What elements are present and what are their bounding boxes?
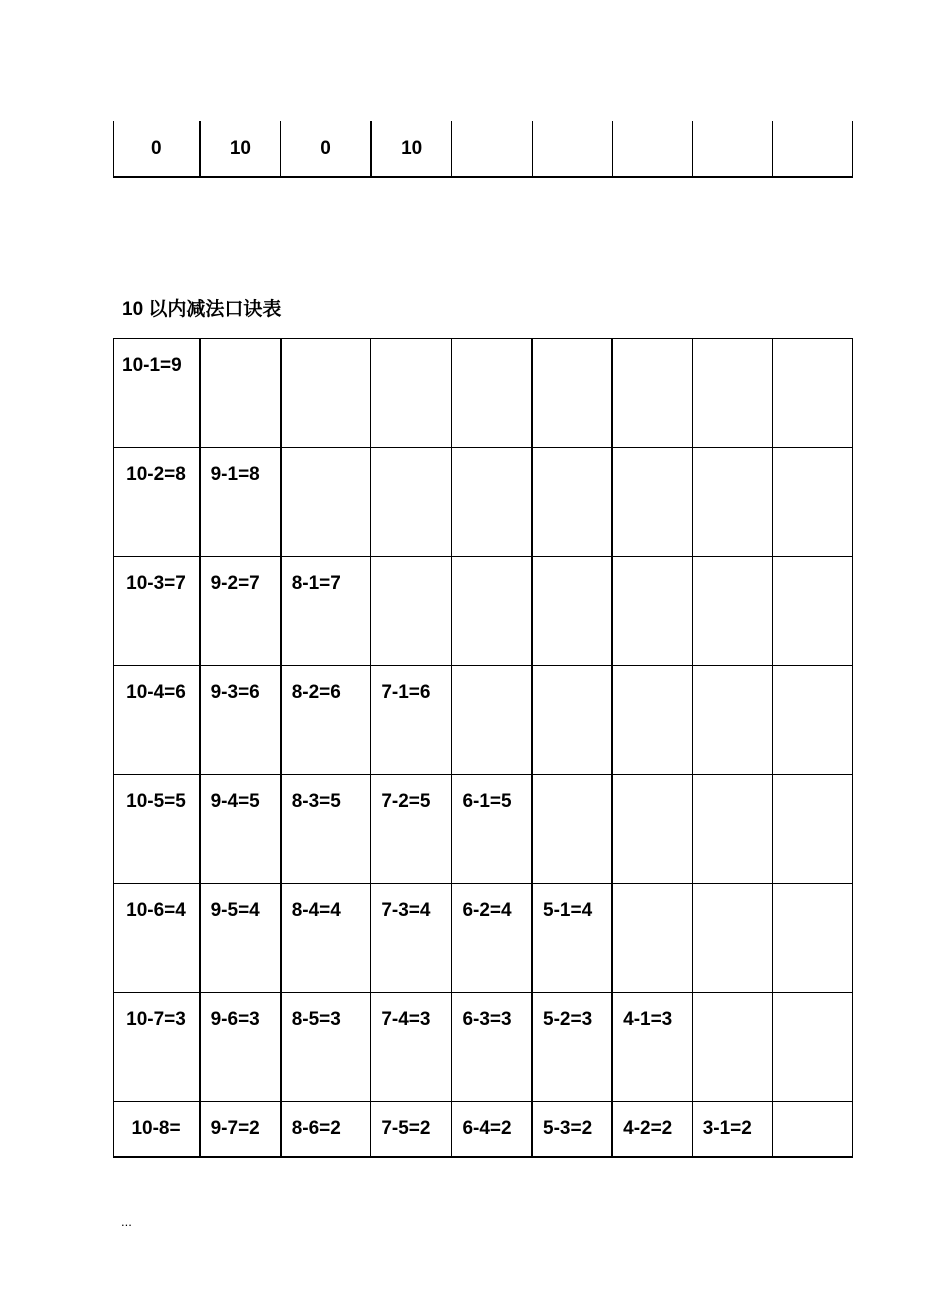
cell-text: 10-3=7 — [126, 573, 186, 594]
table-cell — [692, 448, 772, 557]
table-row — [114, 775, 853, 884]
cell-text: 9-3=6 — [210, 682, 260, 703]
table-cell — [772, 448, 852, 557]
table-cell — [114, 557, 200, 666]
table-cell — [371, 993, 452, 1102]
section-title: 10 以内减法口诀表 — [122, 299, 282, 320]
table-cell — [692, 339, 772, 448]
table-cell — [281, 993, 371, 1102]
table-cell — [692, 557, 772, 666]
table-cell — [114, 884, 200, 993]
table-cell — [532, 121, 612, 177]
cell-text: 7-2=5 — [381, 791, 431, 812]
table-cell — [200, 557, 281, 666]
cell-text: 10-4=6 — [126, 682, 186, 703]
table-cell — [772, 557, 852, 666]
cell-text: 8-5=3 — [291, 1009, 341, 1030]
cell-text: 7-5=2 — [381, 1118, 431, 1139]
table-cell — [692, 666, 772, 775]
table-cell — [612, 557, 692, 666]
table-row — [114, 557, 853, 666]
table-row — [114, 339, 853, 448]
table-cell — [371, 1102, 452, 1158]
cell-text: 10-6=4 — [126, 900, 186, 921]
table-cell — [200, 339, 281, 448]
table-cell — [532, 339, 612, 448]
cell-text: 5-2=3 — [543, 1009, 593, 1030]
table-cell — [692, 1102, 772, 1158]
table-cell — [612, 1102, 692, 1158]
table-cell — [452, 339, 532, 448]
table-cell — [281, 448, 371, 557]
cell-text: 9-5=4 — [210, 900, 260, 921]
table-cell — [532, 884, 612, 993]
table-cell — [114, 339, 200, 448]
cell-text: 8-4=4 — [291, 900, 341, 921]
table-cell — [281, 339, 371, 448]
subtraction-table — [113, 338, 853, 1158]
table-cell — [612, 448, 692, 557]
cell-text: 9-7=2 — [210, 1118, 260, 1139]
table-cell — [114, 993, 200, 1102]
table-cell — [532, 666, 612, 775]
table-cell — [772, 993, 852, 1102]
cell-text: 6-3=3 — [462, 1009, 512, 1030]
table-cell — [532, 775, 612, 884]
table-cell: 0 — [114, 121, 200, 177]
cell-text: 5-1=4 — [543, 900, 593, 921]
table-cell — [114, 448, 200, 557]
table-cell — [532, 448, 612, 557]
table-row — [114, 1102, 853, 1158]
cell-text: 8-1=7 — [291, 573, 341, 594]
table-row — [114, 121, 853, 177]
cell-text: 10-7=3 — [126, 1009, 186, 1030]
table-cell — [612, 775, 692, 884]
table-cell — [452, 775, 532, 884]
table-cell — [452, 993, 532, 1102]
table-cell — [371, 448, 452, 557]
table-cell — [772, 339, 852, 448]
table-cell — [692, 993, 772, 1102]
table-row — [114, 448, 853, 557]
cell-text: 6-1=5 — [462, 791, 512, 812]
cell-text: 8-2=6 — [291, 682, 341, 703]
table-row — [114, 884, 853, 993]
table-cell — [612, 121, 692, 177]
table-cell — [612, 884, 692, 993]
cell-text: 10-2=8 — [126, 464, 186, 485]
table-row — [114, 666, 853, 775]
table-cell — [772, 666, 852, 775]
table-cell: 10 — [200, 121, 281, 177]
table-cell — [692, 121, 772, 177]
cell-text: 7-4=3 — [381, 1009, 431, 1030]
table-cell — [371, 557, 452, 666]
table-cell — [612, 339, 692, 448]
table-cell — [200, 775, 281, 884]
table-cell — [772, 884, 852, 993]
cell-text: 9-1=8 — [210, 464, 260, 485]
table-cell — [452, 884, 532, 993]
table-cell — [371, 339, 452, 448]
cell-text: 9-2=7 — [210, 573, 260, 594]
table-cell — [532, 993, 612, 1102]
table-cell — [200, 666, 281, 775]
table-cell — [200, 1102, 281, 1158]
cell-text: 6-4=2 — [462, 1118, 512, 1139]
table-cell — [772, 121, 852, 177]
table-cell — [114, 1102, 200, 1158]
cell-text: 6-2=4 — [462, 900, 512, 921]
table-cell — [371, 775, 452, 884]
table-cell — [452, 448, 532, 557]
table-cell — [281, 666, 371, 775]
cell-text: 5-3=2 — [543, 1118, 593, 1139]
table-cell — [452, 557, 532, 666]
table-cell — [532, 1102, 612, 1158]
table-cell — [772, 1102, 852, 1158]
table-cell — [612, 993, 692, 1102]
table-cell — [281, 557, 371, 666]
cell-text: 4-2=2 — [623, 1118, 673, 1139]
table-cell — [532, 557, 612, 666]
cell-text: 10-1=9 — [122, 355, 182, 376]
table-cell — [452, 1102, 532, 1158]
continuation-ellipsis: ... — [121, 1214, 132, 1229]
table-cell — [692, 775, 772, 884]
table-cell — [114, 666, 200, 775]
table-cell — [452, 666, 532, 775]
cell-text: 8-3=5 — [291, 791, 341, 812]
cell-text: 9-6=3 — [210, 1009, 260, 1030]
table-cell — [692, 884, 772, 993]
table-cell — [452, 121, 532, 177]
table-cell — [200, 448, 281, 557]
cell-text: 3-1=2 — [702, 1118, 752, 1139]
table-cell — [612, 666, 692, 775]
table-cell — [281, 1102, 371, 1158]
table-row — [114, 993, 853, 1102]
cell-text: 8-6=2 — [291, 1118, 341, 1139]
table-cell: 10 — [371, 121, 452, 177]
table-cell — [772, 775, 852, 884]
table-cell — [281, 775, 371, 884]
cell-text: 7-3=4 — [381, 900, 431, 921]
table-cell — [371, 666, 452, 775]
table-cell — [371, 884, 452, 993]
cell-text: 4-1=3 — [623, 1009, 673, 1030]
top-table-fragment — [113, 121, 853, 178]
table-cell — [200, 884, 281, 993]
cell-text: 9-4=5 — [210, 791, 260, 812]
table-cell — [200, 993, 281, 1102]
cell-text: 10-8= — [131, 1118, 181, 1139]
cell-text: 7-1=6 — [381, 682, 431, 703]
cell-text: 10-5=5 — [126, 791, 186, 812]
table-cell — [281, 884, 371, 993]
table-cell — [114, 775, 200, 884]
table-cell: 0 — [281, 121, 371, 177]
